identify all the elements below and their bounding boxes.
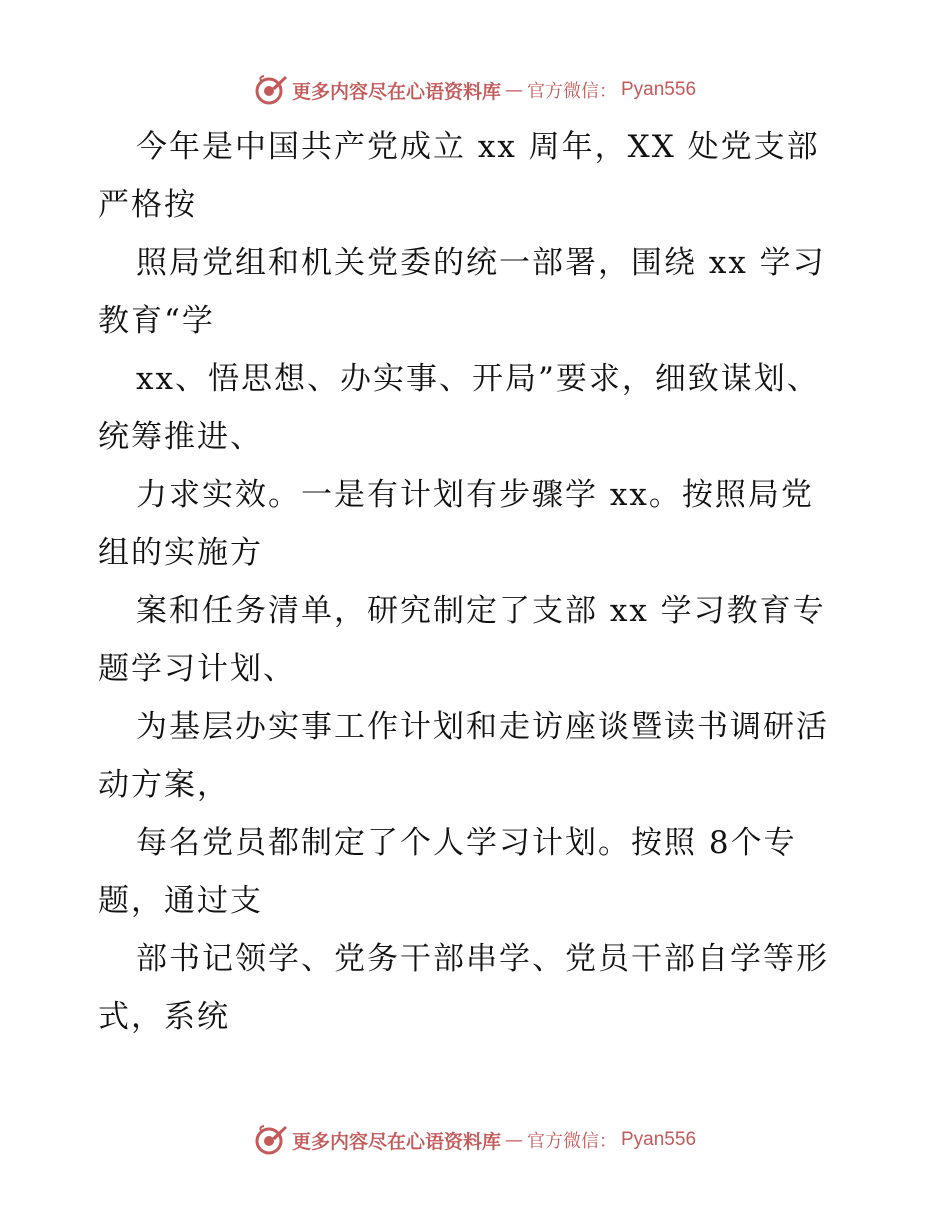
body-line: 动方案， xyxy=(98,767,230,803)
body-line: 照局党组和机关党委的统一部署，围绕 xx 学习 xyxy=(136,245,826,281)
header-banner-wechat-label: 官方微信： xyxy=(527,81,617,102)
footer-banner-wechat-id: Pyan556 xyxy=(621,1129,697,1150)
footer-banner-title: 更多内容尽在心语资料库 xyxy=(291,1130,501,1153)
body-line: 力求实效。一是有计划有步骤学 xx。按照局党 xyxy=(136,477,814,513)
page-footer xyxy=(0,1120,950,1160)
header-banner-title: 更多内容尽在心语资料库 xyxy=(291,80,501,103)
pen-circle-logo-icon xyxy=(254,1123,288,1157)
body-line: 严格按 xyxy=(98,187,197,223)
footer-banner-dash: — xyxy=(505,1129,523,1151)
body-line: xx、悟思想、办实事、开局”要求，细致谋划、 xyxy=(136,361,820,397)
body-line: 案和任务清单，研究制定了支部 xx 学习教育专 xyxy=(136,593,826,629)
pen-circle-logo-icon xyxy=(254,73,288,107)
header-banner-wechat-id: Pyan556 xyxy=(621,79,697,100)
body-line: 每名党员都制定了个人学习计划。按照 8个专 xyxy=(136,825,797,861)
page-header xyxy=(0,70,950,110)
body-line: 题学习计划、 xyxy=(98,651,296,687)
body-line: 组的实施方 xyxy=(98,535,263,571)
footer-banner-wechat-label: 官方微信： xyxy=(527,1131,617,1152)
body-line: 部书记领学、党务干部串学、党员干部自学等形 xyxy=(136,941,829,977)
body-line: 统筹推进、 xyxy=(98,419,263,455)
body-line: 教育“学 xyxy=(98,303,215,339)
footer-banner xyxy=(254,1123,696,1157)
body-line: 今年是中国共产党成立 xx 周年，XX 处党支部 xyxy=(136,129,820,165)
header-banner xyxy=(254,73,696,107)
body-line: 为基层办实事工作计划和走访座谈暨读书调研活 xyxy=(136,709,829,745)
body-line: 式，系统 xyxy=(98,999,230,1035)
body-line: 题，通过支 xyxy=(98,883,263,919)
document-body xyxy=(98,118,858,1046)
header-banner-dash: — xyxy=(505,79,523,101)
